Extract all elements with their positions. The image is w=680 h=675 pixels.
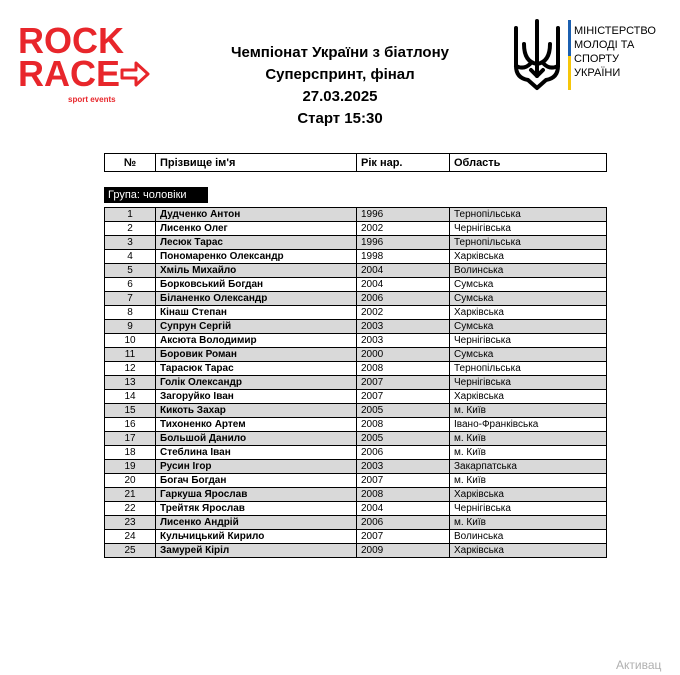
region: Сумська (450, 278, 607, 292)
birth-year: 2003 (357, 320, 450, 334)
column-header-no: № (105, 154, 156, 172)
ministry-line-3: УКРАЇНИ (574, 67, 621, 79)
region: м. Київ (450, 474, 607, 488)
birth-year: 2008 (357, 418, 450, 432)
region: Закарпатська (450, 460, 607, 474)
row-number: 16 (105, 418, 156, 432)
table-row (105, 376, 607, 390)
region: Тернопільська (450, 362, 607, 376)
row-number: 8 (105, 306, 156, 320)
athlete-name: Кінаш Степан (156, 306, 357, 320)
table-row (105, 348, 607, 362)
athlete-name: Біланенко Олександр (156, 292, 357, 306)
table-row (105, 362, 607, 376)
birth-year: 2005 (357, 404, 450, 418)
region: Сумська (450, 348, 607, 362)
birth-year: 2004 (357, 264, 450, 278)
athlete-name: Голік Олександр (156, 376, 357, 390)
birth-year: 2009 (357, 544, 450, 558)
event-title: Чемпіонат України з біатлону (231, 44, 449, 61)
athlete-name: Кульчицький Кирило (156, 530, 357, 544)
birth-year: 2003 (357, 334, 450, 348)
athlete-name: Замурей Кіріл (156, 544, 357, 558)
athlete-name: Борковський Богдан (156, 278, 357, 292)
athlete-name: Лисенко Андрій (156, 516, 357, 530)
row-number: 5 (105, 264, 156, 278)
region: Чернігівська (450, 376, 607, 390)
athlete-name: Пономаренко Олександр (156, 250, 357, 264)
region: Тернопільська (450, 208, 607, 222)
athlete-name: Тарасюк Тарас (156, 362, 357, 376)
athlete-name: Трейтяк Ярослав (156, 502, 357, 516)
region: Волинська (450, 530, 607, 544)
column-header-table (104, 153, 607, 172)
birth-year: 2002 (357, 306, 450, 320)
logo-line-race (18, 53, 158, 94)
table-row (105, 488, 607, 502)
start-list-rows (105, 208, 607, 558)
table-row (105, 446, 607, 460)
arrow-icon (120, 60, 150, 88)
table-row (105, 502, 607, 516)
athlete-name: Гаркуша Ярослав (156, 488, 357, 502)
region: Івано-Франківська (450, 418, 607, 432)
birth-year: 2008 (357, 362, 450, 376)
ministry-line-1: МІНІСТЕРСТВО (574, 25, 656, 37)
event-date: 27.03.2025 (302, 88, 378, 105)
table-row (105, 334, 607, 348)
region: Харківська (450, 390, 607, 404)
region: м. Київ (450, 446, 607, 460)
athlete-name: Хміль Михайло (156, 264, 357, 278)
region: Чернігівська (450, 334, 607, 348)
region: Харківська (450, 544, 607, 558)
region: Сумська (450, 320, 607, 334)
row-number: 4 (105, 250, 156, 264)
ministry-line-2: МОЛОДІ ТА СПОРТУ (574, 39, 635, 65)
region: Харківська (450, 250, 607, 264)
row-number: 6 (105, 278, 156, 292)
region: м. Київ (450, 404, 607, 418)
birth-year: 1996 (357, 236, 450, 250)
start-list-table (104, 207, 607, 558)
birth-year: 2005 (357, 432, 450, 446)
athlete-name: Богач Богдан (156, 474, 357, 488)
row-number: 3 (105, 236, 156, 250)
rock-race-logo (18, 20, 158, 104)
row-number: 7 (105, 292, 156, 306)
row-number: 21 (105, 488, 156, 502)
row-number: 23 (105, 516, 156, 530)
row-number: 12 (105, 362, 156, 376)
table-row (105, 418, 607, 432)
ministry-logo (508, 18, 668, 108)
column-header-row (105, 154, 607, 172)
row-number: 15 (105, 404, 156, 418)
ministry-name (574, 24, 668, 80)
logo-line-rock: ROCK (18, 20, 124, 61)
region: Чернігівська (450, 222, 607, 236)
table-row (105, 460, 607, 474)
birth-year: 1996 (357, 208, 450, 222)
logo-subtitle: sport events (68, 95, 116, 104)
document-header (180, 42, 500, 130)
athlete-name: Дудченко Антон (156, 208, 357, 222)
birth-year: 2007 (357, 390, 450, 404)
region: Харківська (450, 488, 607, 502)
group-label: Група: чоловіки (104, 187, 208, 203)
region: м. Київ (450, 516, 607, 530)
column-header-year: Рік нар. (357, 154, 450, 172)
athlete-name: Лисенко Олег (156, 222, 357, 236)
table-row (105, 278, 607, 292)
row-number: 14 (105, 390, 156, 404)
region: Чернігівська (450, 502, 607, 516)
row-number: 1 (105, 208, 156, 222)
athlete-name: Аксюта Володимир (156, 334, 357, 348)
table-row (105, 404, 607, 418)
birth-year: 2004 (357, 278, 450, 292)
row-number: 10 (105, 334, 156, 348)
column-header-region: Область (450, 154, 607, 172)
row-number: 18 (105, 446, 156, 460)
event-subtitle: Суперспринт, фінал (265, 66, 415, 83)
table-row (105, 292, 607, 306)
region: Тернопільська (450, 236, 607, 250)
logo-race-text: RACE (18, 53, 121, 94)
row-number: 25 (105, 544, 156, 558)
birth-year: 2000 (357, 348, 450, 362)
table-row (105, 474, 607, 488)
region: Сумська (450, 292, 607, 306)
birth-year: 2007 (357, 376, 450, 390)
row-number: 11 (105, 348, 156, 362)
region: м. Київ (450, 432, 607, 446)
table-row (105, 222, 607, 236)
table-row (105, 208, 607, 222)
athlete-name: Стеблина Іван (156, 446, 357, 460)
birth-year: 2004 (357, 502, 450, 516)
athlete-name: Лесюк Тарас (156, 236, 357, 250)
row-number: 22 (105, 502, 156, 516)
region: Волинська (450, 264, 607, 278)
watermark: Активац (616, 658, 662, 672)
birth-year: 2006 (357, 446, 450, 460)
row-number: 2 (105, 222, 156, 236)
table-row (105, 250, 607, 264)
birth-year: 1998 (357, 250, 450, 264)
row-number: 9 (105, 320, 156, 334)
birth-year: 2007 (357, 474, 450, 488)
birth-year: 2002 (357, 222, 450, 236)
table-row (105, 236, 607, 250)
table-row (105, 432, 607, 446)
row-number: 19 (105, 460, 156, 474)
column-header-name: Прізвище ім'я (156, 154, 357, 172)
row-number: 17 (105, 432, 156, 446)
birth-year: 2003 (357, 460, 450, 474)
flag-blue-stripe (568, 20, 571, 56)
table-row (105, 544, 607, 558)
birth-year: 2007 (357, 530, 450, 544)
row-number: 20 (105, 474, 156, 488)
birth-year: 2006 (357, 516, 450, 530)
athlete-name: Супрун Сергій (156, 320, 357, 334)
table-row (105, 516, 607, 530)
athlete-name: Русин Ігор (156, 460, 357, 474)
athlete-name: Загоруйко Іван (156, 390, 357, 404)
flag-yellow-stripe (568, 56, 571, 90)
table-row (105, 306, 607, 320)
table-row (105, 530, 607, 544)
athlete-name: Большой Данило (156, 432, 357, 446)
row-number: 24 (105, 530, 156, 544)
table-row (105, 264, 607, 278)
trident-icon (510, 18, 564, 94)
table-row (105, 320, 607, 334)
event-start-time: Старт 15:30 (297, 110, 383, 127)
birth-year: 2008 (357, 488, 450, 502)
table-row (105, 390, 607, 404)
row-number: 13 (105, 376, 156, 390)
birth-year: 2006 (357, 292, 450, 306)
athlete-name: Тихоненко Артем (156, 418, 357, 432)
athlete-name: Боровик Роман (156, 348, 357, 362)
athlete-name: Кикоть Захар (156, 404, 357, 418)
region: Харківська (450, 306, 607, 320)
